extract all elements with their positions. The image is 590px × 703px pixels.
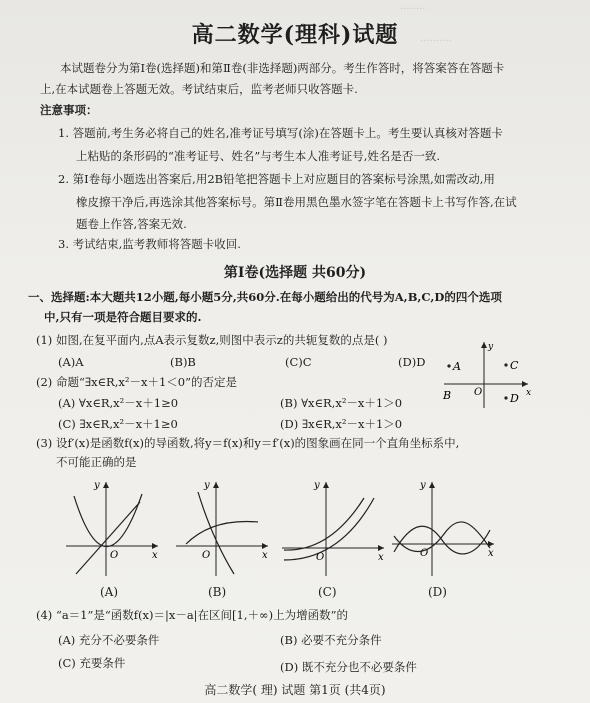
part-1-instructions-line-1: 一、选择题:本大题共12小题,每小题5分,共60分.在每小题给出的代号为A,B,C,D的四个选项 [28, 290, 502, 304]
part-1-instructions-line-2: 中,只有一项是符合题目要求的. [44, 310, 202, 324]
bleed-through-text: ········ [400, 4, 426, 15]
q1-option-b: (B)B [170, 355, 196, 369]
q1-fig-y-label: y [488, 342, 494, 352]
q3-graph-d-caption: (D) [428, 585, 447, 599]
q2-option-c: (C) ∃x∈R,x²－x＋1≥0 [58, 417, 178, 431]
q2-option-a: (A) ∀x∈R,x²－x＋1≥0 [58, 396, 179, 410]
svg-text:y: y [420, 480, 426, 491]
q3-graph-d [390, 478, 500, 578]
q3-stem-line-1: (3) 设f′(x)是函数f(x)的导函数,将y＝f(x)和y＝f′(x)的图象画在同一个直角坐标系中, [36, 436, 460, 450]
svg-text:x: x [378, 552, 384, 563]
svg-text:y: y [314, 480, 320, 491]
q1-option-a: (A)A [58, 355, 84, 369]
svg-text:O: O [316, 552, 325, 563]
q2-stem: (2) 命题“∃x∈R,x²－x＋1＜0”的否定是 [36, 375, 237, 389]
q4-option-b: (B) 必要不充分条件 [280, 633, 382, 647]
q2-option-b: (B) ∀x∈R,x²－x＋1＞0 [280, 396, 403, 410]
svg-text:x: x [152, 550, 158, 561]
q1-point-d-label: D [510, 392, 519, 405]
svg-text:O: O [110, 550, 119, 561]
notice-heading: 注意事项： [40, 103, 98, 117]
intro-line-1: 本试题卷分为第Ⅰ卷(选择题)和第Ⅱ卷(非选择题)两部分。考生作答时，将答案答在答题卡 [60, 61, 505, 75]
notice-item-1-line-1: 1. 答题前,考生务必将自己的姓名,准考证号填写(涂)在答题卡上。考生要认真核对答题卡 [58, 126, 503, 140]
section-1-heading: 第Ⅰ卷(选择题 共60分) [223, 265, 367, 281]
q1-point-c-label: C [510, 359, 519, 372]
q1-stem: (1) 如图,在复平面内,点A表示复数z,则图中表示z的共轭复数的点是( ) [36, 333, 388, 347]
svg-text:O: O [420, 548, 429, 559]
q1-point-b-label: B [443, 389, 452, 402]
q4-option-a: (A) 充分不必要条件 [58, 633, 160, 647]
intro-line-2: 上,在本试题卷上答题无效。考试结束后，监考老师只收答题卡. [40, 82, 358, 96]
q3-graph-a-caption: (A) [100, 585, 119, 599]
bleed-through-text: ·········· [420, 36, 452, 47]
q1-point-a-label: A [453, 360, 461, 373]
q1-option-c: (C)C [285, 355, 312, 369]
q1-fig-x-label: x [526, 388, 532, 398]
q2-option-d: (D) ∃x∈R,x²－x＋1＞0 [280, 417, 403, 431]
notice-item-2-line-3: 题卷上作答,答案无效. [76, 217, 187, 231]
q4-option-d: (D) 既不充分也不必要条件 [280, 660, 417, 674]
q3-graph-b-caption: (B) [208, 585, 227, 599]
svg-text:O: O [202, 550, 211, 561]
svg-text:y: y [94, 480, 100, 491]
svg-text:x: x [488, 548, 494, 559]
q3-graph-b [172, 478, 272, 578]
svg-text:x: x [262, 550, 268, 561]
q4-option-c: (C) 充要条件 [58, 656, 126, 670]
svg-text:y: y [204, 480, 210, 491]
notice-item-2-line-2: 橡皮擦干净后,再选涂其他答案标号。第Ⅱ卷用黑色墨水签字笔在答题卡上书写作答,在试 [76, 195, 517, 209]
page-footer: 高二数学( 理) 试题 第1页 (共4页) [204, 683, 386, 697]
notice-item-3-line-1: 3. 考试结束,监考教师将答题卡收回. [58, 237, 241, 251]
q1-complex-plane-figure [436, 338, 536, 410]
exam-title: 高二数学(理科)试题 [191, 22, 399, 48]
q1-fig-origin-label: O [474, 387, 483, 398]
q4-stem: (4) “a＝1”是“函数f(x)＝|x－a|在区间[1,＋∞)上为增函数”的 [36, 608, 348, 622]
q3-graph-c-caption: (C) [318, 585, 337, 599]
q3-stem-line-2: 不可能正确的是 [56, 455, 137, 469]
q3-graph-a [62, 478, 162, 578]
q1-option-d: (D)D [398, 355, 426, 369]
q3-graph-c [280, 478, 390, 578]
notice-item-2-line-1: 2. 第Ⅰ卷每小题选出答案后,用2B铅笔把答题卡上对应题目的答案标号涂黑,如需改动,用 [58, 172, 495, 186]
notice-item-1-line-2: 上粘贴的条形码的“准考证号、姓名”与考生本人准考证号,姓名是否一致. [76, 149, 441, 163]
